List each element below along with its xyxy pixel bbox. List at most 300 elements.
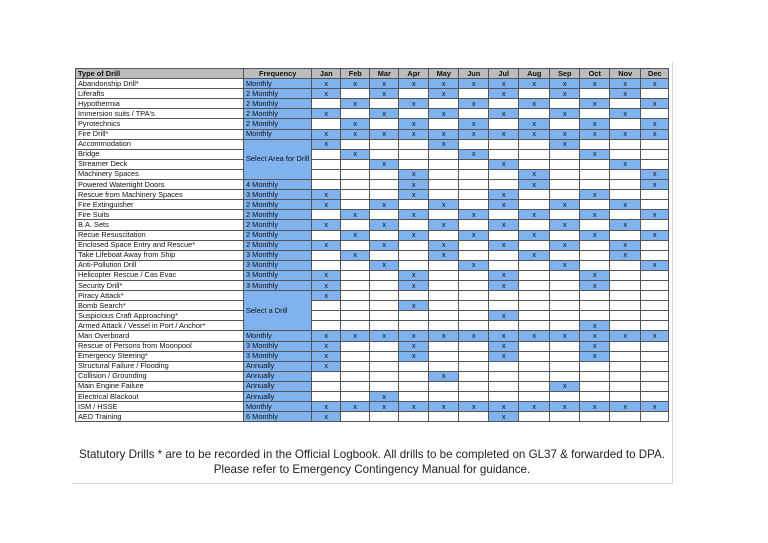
scheduled-mark: x xyxy=(641,402,669,412)
drill-type: Rescue from Machinery Spaces xyxy=(76,190,244,200)
scheduled-mark: x xyxy=(519,331,550,341)
drill-frequency: 3 Monthly xyxy=(244,280,312,290)
scheduled-mark: x xyxy=(580,79,610,89)
table-row xyxy=(76,402,669,412)
empty-cell xyxy=(429,381,459,391)
scheduled-mark: x xyxy=(580,210,610,220)
table-row xyxy=(76,190,669,200)
empty-cell xyxy=(341,169,370,179)
empty-cell xyxy=(641,361,669,371)
empty-cell xyxy=(429,361,459,371)
scheduled-mark: x xyxy=(580,149,610,159)
drill-frequency: Annually xyxy=(244,381,312,391)
empty-cell xyxy=(489,361,519,371)
table-row xyxy=(76,119,669,129)
table-row xyxy=(76,392,669,402)
empty-cell xyxy=(519,200,550,210)
empty-cell xyxy=(341,200,370,210)
drill-frequency: Annually xyxy=(244,361,312,371)
empty-cell xyxy=(489,321,519,331)
scheduled-mark: x xyxy=(429,79,459,89)
empty-cell xyxy=(459,311,489,321)
table-row xyxy=(76,270,669,280)
scheduled-mark: x xyxy=(519,230,550,240)
scheduled-mark: x xyxy=(580,351,610,361)
column-header-month: Nov xyxy=(610,69,641,79)
empty-cell xyxy=(610,301,641,311)
scheduled-mark: x xyxy=(399,230,429,240)
scheduled-mark: x xyxy=(641,169,669,179)
empty-cell xyxy=(610,190,641,200)
scheduled-mark: x xyxy=(341,230,370,240)
drill-type: AED Training xyxy=(76,412,244,422)
empty-cell xyxy=(341,291,370,301)
empty-cell xyxy=(459,200,489,210)
empty-cell xyxy=(489,301,519,311)
empty-cell xyxy=(341,109,370,119)
scheduled-mark: x xyxy=(610,109,641,119)
scheduled-mark: x xyxy=(312,270,341,280)
drill-type: Machinery Spaces xyxy=(76,169,244,179)
empty-cell xyxy=(399,371,429,381)
scheduled-mark: x xyxy=(429,129,459,139)
empty-cell xyxy=(489,392,519,402)
empty-cell xyxy=(341,240,370,250)
scheduled-mark: x xyxy=(519,99,550,109)
drill-type: Main Engine Failure xyxy=(76,381,244,391)
drill-type: Immersion suits / TPA's xyxy=(76,109,244,119)
drill-frequency: 4 Monthly xyxy=(244,180,312,190)
empty-cell xyxy=(610,291,641,301)
empty-cell xyxy=(429,341,459,351)
table-row xyxy=(76,351,669,361)
empty-cell xyxy=(580,260,610,270)
empty-cell xyxy=(429,280,459,290)
empty-cell xyxy=(610,392,641,402)
drill-frequency: 3 Monthly xyxy=(244,270,312,280)
empty-cell xyxy=(459,109,489,119)
empty-cell xyxy=(580,361,610,371)
drill-type: Take Lifeboat Away from Ship xyxy=(76,250,244,260)
empty-cell xyxy=(550,210,580,220)
scheduled-mark: x xyxy=(610,331,641,341)
drill-frequency: Monthly xyxy=(244,331,312,341)
column-header-month: Apr xyxy=(399,69,429,79)
empty-cell xyxy=(489,250,519,260)
table-row xyxy=(76,260,669,270)
scheduled-mark: x xyxy=(399,129,429,139)
scheduled-mark: x xyxy=(519,79,550,89)
empty-cell xyxy=(370,139,399,149)
table-row xyxy=(76,291,669,301)
scheduled-mark: x xyxy=(641,79,669,89)
empty-cell xyxy=(459,321,489,331)
empty-cell xyxy=(459,280,489,290)
scheduled-mark: x xyxy=(399,169,429,179)
drill-type: B.A. Sets xyxy=(76,220,244,230)
empty-cell xyxy=(370,361,399,371)
empty-cell xyxy=(429,190,459,200)
scheduled-mark: x xyxy=(429,371,459,381)
scheduled-mark: x xyxy=(429,139,459,149)
empty-cell xyxy=(312,371,341,381)
drill-frequency: 3 Monthly xyxy=(244,341,312,351)
empty-cell xyxy=(370,301,399,311)
empty-cell xyxy=(429,412,459,422)
scheduled-mark: x xyxy=(610,250,641,260)
scheduled-mark: x xyxy=(550,240,580,250)
empty-cell xyxy=(641,109,669,119)
empty-cell xyxy=(429,260,459,270)
empty-cell xyxy=(312,180,341,190)
scheduled-mark: x xyxy=(641,260,669,270)
scheduled-mark: x xyxy=(489,341,519,351)
empty-cell xyxy=(429,351,459,361)
table-row xyxy=(76,109,669,119)
empty-cell xyxy=(370,169,399,179)
scheduled-mark: x xyxy=(312,331,341,341)
empty-cell xyxy=(610,381,641,391)
empty-cell xyxy=(399,392,429,402)
scheduled-mark: x xyxy=(459,331,489,341)
empty-cell xyxy=(429,270,459,280)
drill-type: Bridge xyxy=(76,149,244,159)
empty-cell xyxy=(489,291,519,301)
empty-cell xyxy=(399,240,429,250)
scheduled-mark: x xyxy=(399,190,429,200)
scheduled-mark: x xyxy=(519,129,550,139)
empty-cell xyxy=(370,250,399,260)
scheduled-mark: x xyxy=(489,159,519,169)
table-row xyxy=(76,371,669,381)
empty-cell xyxy=(489,119,519,129)
drill-frequency: 2 Monthly xyxy=(244,230,312,240)
scheduled-mark: x xyxy=(399,210,429,220)
column-header-month: Aug xyxy=(519,69,550,79)
drill-frequency: 2 Monthly xyxy=(244,119,312,129)
empty-cell xyxy=(341,190,370,200)
scheduled-mark: x xyxy=(610,79,641,89)
empty-cell xyxy=(312,381,341,391)
scheduled-mark: x xyxy=(312,89,341,99)
scheduled-mark: x xyxy=(519,210,550,220)
frequency-select-note: Select Area for Drill xyxy=(244,139,312,179)
empty-cell xyxy=(312,210,341,220)
empty-cell xyxy=(550,371,580,381)
scheduled-mark: x xyxy=(580,99,610,109)
empty-cell xyxy=(610,139,641,149)
scheduled-mark: x xyxy=(580,129,610,139)
scheduled-mark: x xyxy=(341,402,370,412)
scheduled-mark: x xyxy=(399,270,429,280)
empty-cell xyxy=(519,190,550,200)
empty-cell xyxy=(610,230,641,240)
empty-cell xyxy=(341,139,370,149)
empty-cell xyxy=(399,321,429,331)
drill-frequency: 3 Monthly xyxy=(244,250,312,260)
scheduled-mark: x xyxy=(519,402,550,412)
column-header-month: Mar xyxy=(370,69,399,79)
scheduled-mark: x xyxy=(370,79,399,89)
empty-cell xyxy=(429,180,459,190)
scheduled-mark: x xyxy=(370,129,399,139)
empty-cell xyxy=(370,210,399,220)
drill-frequency: 2 Monthly xyxy=(244,240,312,250)
drill-type: Collision / Grounding xyxy=(76,371,244,381)
scheduled-mark: x xyxy=(399,79,429,89)
scheduled-mark: x xyxy=(489,220,519,230)
drill-frequency: 3 Monthly xyxy=(244,351,312,361)
empty-cell xyxy=(399,89,429,99)
column-header-month: Dec xyxy=(641,69,669,79)
scheduled-mark: x xyxy=(341,129,370,139)
scheduled-mark: x xyxy=(312,139,341,149)
empty-cell xyxy=(429,210,459,220)
scheduled-mark: x xyxy=(519,119,550,129)
empty-cell xyxy=(399,139,429,149)
drill-type: Armed Attack / Vessel in Port / Anchor* xyxy=(76,321,244,331)
empty-cell xyxy=(370,381,399,391)
empty-cell xyxy=(641,381,669,391)
empty-cell xyxy=(370,230,399,240)
empty-cell xyxy=(370,291,399,301)
empty-cell xyxy=(610,371,641,381)
empty-cell xyxy=(641,301,669,311)
empty-cell xyxy=(519,260,550,270)
scheduled-mark: x xyxy=(312,200,341,210)
empty-cell xyxy=(641,371,669,381)
empty-cell xyxy=(519,291,550,301)
column-header-month: Jun xyxy=(459,69,489,79)
empty-cell xyxy=(341,371,370,381)
empty-cell xyxy=(641,250,669,260)
scheduled-mark: x xyxy=(459,230,489,240)
drill-type: Bomb Search* xyxy=(76,301,244,311)
scheduled-mark: x xyxy=(399,331,429,341)
scheduled-mark: x xyxy=(429,109,459,119)
drill-type: Powered Watertight Doors xyxy=(76,180,244,190)
scheduled-mark: x xyxy=(580,321,610,331)
empty-cell xyxy=(519,301,550,311)
empty-cell xyxy=(399,361,429,371)
empty-cell xyxy=(519,159,550,169)
scheduled-mark: x xyxy=(312,109,341,119)
empty-cell xyxy=(341,412,370,422)
scheduled-mark: x xyxy=(550,402,580,412)
drill-type: Man Overboard xyxy=(76,331,244,341)
empty-cell xyxy=(370,180,399,190)
drill-frequency: Annually xyxy=(244,392,312,402)
scheduled-mark: x xyxy=(519,250,550,260)
empty-cell xyxy=(550,119,580,129)
empty-cell xyxy=(429,230,459,240)
empty-cell xyxy=(641,280,669,290)
table-row xyxy=(76,240,669,250)
empty-cell xyxy=(641,220,669,230)
scheduled-mark: x xyxy=(489,200,519,210)
scheduled-mark: x xyxy=(312,220,341,230)
table-row xyxy=(76,321,669,331)
table-row xyxy=(76,331,669,341)
scheduled-mark: x xyxy=(399,119,429,129)
scheduled-mark: x xyxy=(641,180,669,190)
empty-cell xyxy=(641,240,669,250)
scheduled-mark: x xyxy=(370,240,399,250)
scheduled-mark: x xyxy=(489,89,519,99)
scheduled-mark: x xyxy=(489,351,519,361)
empty-cell xyxy=(341,351,370,361)
empty-cell xyxy=(312,169,341,179)
empty-cell xyxy=(341,260,370,270)
empty-cell xyxy=(341,341,370,351)
scheduled-mark: x xyxy=(459,99,489,109)
empty-cell xyxy=(610,412,641,422)
drill-type: Accommodation xyxy=(76,139,244,149)
empty-cell xyxy=(370,270,399,280)
drill-type: Helicopter Rescue / Cas Evac xyxy=(76,270,244,280)
drill-type: Recue Resuscitation xyxy=(76,230,244,240)
drill-frequency: 2 Monthly xyxy=(244,220,312,230)
empty-cell xyxy=(370,99,399,109)
empty-cell xyxy=(519,381,550,391)
drill-frequency: 2 Monthly xyxy=(244,99,312,109)
scheduled-mark: x xyxy=(550,139,580,149)
empty-cell xyxy=(489,149,519,159)
empty-cell xyxy=(459,270,489,280)
empty-cell xyxy=(580,139,610,149)
table-row xyxy=(76,139,669,149)
header-row xyxy=(76,69,669,79)
empty-cell xyxy=(459,250,489,260)
empty-cell xyxy=(489,381,519,391)
empty-cell xyxy=(580,200,610,210)
empty-cell xyxy=(580,180,610,190)
empty-cell xyxy=(459,220,489,230)
empty-cell xyxy=(641,149,669,159)
empty-cell xyxy=(341,220,370,230)
empty-cell xyxy=(370,149,399,159)
empty-cell xyxy=(429,159,459,169)
empty-cell xyxy=(459,291,489,301)
scheduled-mark: x xyxy=(641,331,669,341)
empty-cell xyxy=(341,270,370,280)
scheduled-mark: x xyxy=(341,119,370,129)
scheduled-mark: x xyxy=(341,331,370,341)
scheduled-mark: x xyxy=(312,190,341,200)
scheduled-mark: x xyxy=(429,402,459,412)
table-row xyxy=(76,230,669,240)
table-row xyxy=(76,180,669,190)
drill-type: Anti-Pollution Drill xyxy=(76,260,244,270)
scheduled-mark: x xyxy=(489,280,519,290)
empty-cell xyxy=(312,392,341,402)
empty-cell xyxy=(610,270,641,280)
empty-cell xyxy=(459,371,489,381)
scheduled-mark: x xyxy=(429,250,459,260)
scheduled-mark: x xyxy=(610,220,641,230)
scheduled-mark: x xyxy=(580,280,610,290)
table-row xyxy=(76,149,669,159)
empty-cell xyxy=(641,291,669,301)
scheduled-mark: x xyxy=(580,270,610,280)
empty-cell xyxy=(459,190,489,200)
empty-cell xyxy=(550,180,580,190)
empty-cell xyxy=(341,361,370,371)
empty-cell xyxy=(489,180,519,190)
scheduled-mark: x xyxy=(399,341,429,351)
empty-cell xyxy=(580,169,610,179)
table-row xyxy=(76,129,669,139)
drill-schedule-table xyxy=(75,68,669,422)
drill-frequency: 6 Monthly xyxy=(244,412,312,422)
scheduled-mark: x xyxy=(341,79,370,89)
table-row xyxy=(76,159,669,169)
empty-cell xyxy=(580,109,610,119)
scheduled-mark: x xyxy=(550,220,580,230)
empty-cell xyxy=(580,240,610,250)
empty-cell xyxy=(312,311,341,321)
scheduled-mark: x xyxy=(399,351,429,361)
empty-cell xyxy=(399,412,429,422)
empty-cell xyxy=(550,392,580,402)
scheduled-mark: x xyxy=(312,291,341,301)
scheduled-mark: x xyxy=(370,89,399,99)
empty-cell xyxy=(641,321,669,331)
empty-cell xyxy=(580,159,610,169)
empty-cell xyxy=(550,351,580,361)
empty-cell xyxy=(399,260,429,270)
table-row xyxy=(76,280,669,290)
empty-cell xyxy=(399,220,429,230)
scheduled-mark: x xyxy=(370,220,399,230)
drill-type: Suspicious Craft Approaching* xyxy=(76,311,244,321)
scheduled-mark: x xyxy=(550,79,580,89)
empty-cell xyxy=(341,381,370,391)
empty-cell xyxy=(459,361,489,371)
empty-cell xyxy=(370,311,399,321)
scheduled-mark: x xyxy=(341,250,370,260)
drill-type: Structural Failure / Flooding xyxy=(76,361,244,371)
empty-cell xyxy=(489,139,519,149)
empty-cell xyxy=(459,139,489,149)
drill-type: Fire Suits xyxy=(76,210,244,220)
scheduled-mark: x xyxy=(312,412,341,422)
drill-type: Pyrotechnics xyxy=(76,119,244,129)
scheduled-mark: x xyxy=(610,200,641,210)
column-header-month: Jan xyxy=(312,69,341,79)
empty-cell xyxy=(610,311,641,321)
empty-cell xyxy=(459,159,489,169)
scheduled-mark: x xyxy=(489,79,519,89)
empty-cell xyxy=(312,159,341,169)
scheduled-mark: x xyxy=(580,331,610,341)
empty-cell xyxy=(370,280,399,290)
empty-cell xyxy=(312,301,341,311)
scheduled-mark: x xyxy=(312,341,341,351)
empty-cell xyxy=(429,119,459,129)
scheduled-mark: x xyxy=(370,331,399,341)
empty-cell xyxy=(580,371,610,381)
empty-cell xyxy=(370,351,399,361)
empty-cell xyxy=(429,149,459,159)
empty-cell xyxy=(429,392,459,402)
scheduled-mark: x xyxy=(550,89,580,99)
empty-cell xyxy=(459,89,489,99)
empty-cell xyxy=(399,149,429,159)
scheduled-mark: x xyxy=(489,240,519,250)
empty-cell xyxy=(519,311,550,321)
table-row xyxy=(76,311,669,321)
